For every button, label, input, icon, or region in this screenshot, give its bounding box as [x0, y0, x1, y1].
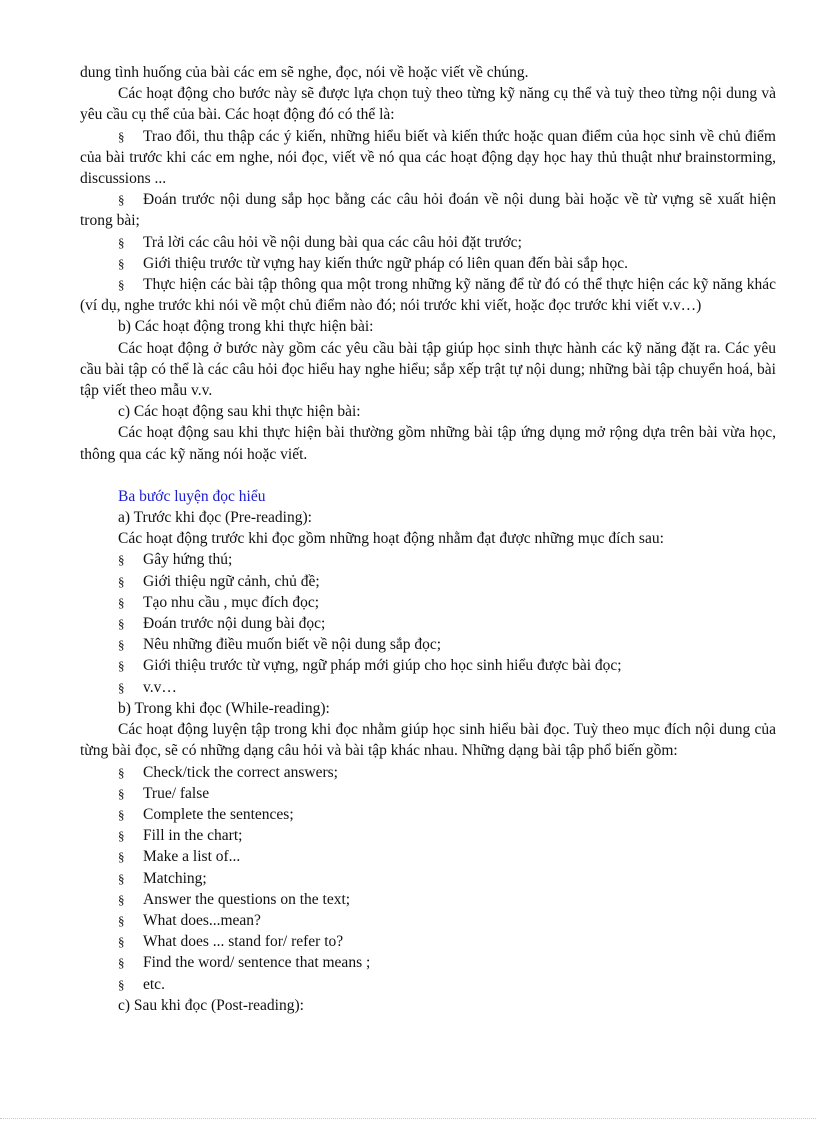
pre-item: § Giới thiệu trước từ vựng, ngữ pháp mới giúp cho học sinh hiểu được bài đọc; — [80, 655, 776, 676]
bullet-icon: § — [118, 277, 125, 293]
bullet-icon: § — [118, 955, 125, 971]
pre-item: § Đoán trước nội dung bài đọc; — [80, 613, 776, 634]
prep-item: § Giới thiệu trước từ vựng hay kiến thức ngữ pháp có liên quan đến bài sắp học. — [80, 253, 776, 274]
pre-item: § Giới thiệu ngữ cảnh, chủ đề; — [80, 571, 776, 592]
bullet-icon: § — [118, 234, 125, 250]
document-body — [80, 62, 776, 1016]
bullet-icon: § — [118, 870, 125, 886]
page-bottom-divider — [0, 1118, 816, 1119]
post-title: c) Sau khi đọc (Post-reading): — [118, 996, 304, 1014]
bullet-icon: § — [118, 679, 125, 695]
prep-intro: Các hoạt động cho bước này sẽ được lựa chọn tuỳ theo từng kỹ năng cụ thể và tuỳ theo từng nội dung và yêu cầu cụ thể của bài. Các hoạt động đó có thể là: — [80, 85, 776, 124]
bullet-icon: § — [118, 637, 125, 653]
while-item: § Matching; — [80, 868, 776, 889]
bullet-icon: § — [118, 128, 125, 144]
bullet-icon: § — [118, 976, 125, 992]
pre-intro: Các hoạt động trước khi đọc gồm những hoạt động nhằm đạt được những mục đích sau: — [118, 530, 664, 548]
prep-item: § Thực hiện các bài tập thông qua một trong những kỹ năng để từ đó có thể thực hiện các kỹ năng khác (ví dụ, nghe trước khi nói về một chủ điểm nào đó; nói trước khi viết, hoặc đọc trước khi viết v.v…) — [80, 276, 776, 315]
bullet-icon: § — [118, 255, 125, 271]
bullet-icon: § — [118, 616, 125, 632]
while-title: b) Trong khi đọc (While-reading): — [118, 699, 330, 717]
while-intro: Các hoạt động luyện tập trong khi đọc nhằm giúp học sinh hiểu bài đọc. Tuỳ theo mục đích nội dung của từng bài đọc, sẽ có những dạng câu hỏi và bài tập khác nhau. Những dạng bài tập phổ biến gồm: — [80, 721, 776, 760]
bullet-icon: § — [118, 192, 125, 208]
pre-item: § Nêu những điều muốn biết về nội dung sắp đọc; — [80, 634, 776, 655]
bullet-icon: § — [118, 573, 125, 589]
after-title: c) Các hoạt động sau khi thực hiện bài: — [118, 403, 361, 421]
while-item: § True/ false — [80, 783, 776, 804]
during-title: b) Các hoạt động trong khi thực hiện bài: — [118, 318, 374, 336]
during-text: Các hoạt động ở bước này gồm các yêu cầu bài tập giúp học sinh thực hành các kỹ năng đặt ra. Các yêu cầu bài tập có thể là các câu hỏi đọc hiểu hay nghe hiểu; sắp xếp trật tự nội dung; những bài tập chuyển hoá, bài tập viết theo mẫu v.v. — [80, 339, 776, 400]
bullet-icon: § — [118, 552, 125, 568]
pre-item: § v.v… — [80, 677, 776, 698]
section-heading: Ba bước luyện đọc hiểu — [118, 487, 266, 505]
bullet-icon: § — [118, 912, 125, 928]
while-item: § Check/tick the correct answers; — [80, 762, 776, 783]
prep-item: § Đoán trước nội dung sắp học bằng các câu hỏi đoán về nội dung bài hoặc về từ vựng sẽ xuất hiện trong bài; — [80, 191, 776, 230]
continuation-line: dung tình huống của bài các em sẽ nghe, đọc, nói về hoặc viết về chúng. — [80, 64, 529, 81]
bullet-icon: § — [118, 764, 125, 780]
after-text: Các hoạt động sau khi thực hiện bài thường gồm những bài tập ứng dụng mở rộng dựa trên bài vừa học, thông qua các kỹ năng nói hoặc viết. — [80, 424, 776, 463]
bullet-icon: § — [118, 785, 125, 801]
bullet-icon: § — [118, 828, 125, 844]
bullet-icon: § — [118, 849, 125, 865]
pre-item: § Gây hứng thú; — [80, 549, 776, 570]
bullet-icon: § — [118, 658, 125, 674]
pre-title: a) Trước khi đọc (Pre-reading): — [118, 509, 312, 527]
bullet-icon: § — [118, 806, 125, 822]
while-item: § What does...mean? — [80, 910, 776, 931]
bullet-icon: § — [118, 934, 125, 950]
while-item: § What does ... stand for/ refer to? — [80, 931, 776, 952]
while-item: § Make a list of... — [80, 846, 776, 867]
prep-item: § Trao đổi, thu thập các ý kiến, những hiểu biết và kiến thức hoặc quan điểm của học sinh về chủ điểm của bài trước khi các em nghe, nói đọc, viết về nó qua các hoạt động dạy học hay thủ thuật như brainstorming, discussions ... — [80, 127, 776, 188]
while-item: § Complete the sentences; — [80, 804, 776, 825]
pre-item: § Tạo nhu cầu , mục đích đọc; — [80, 592, 776, 613]
while-item: § etc. — [80, 974, 776, 995]
while-item: § Answer the questions on the text; — [80, 889, 776, 910]
while-item: § Find the word/ sentence that means ; — [80, 952, 776, 973]
prep-item: § Trả lời các câu hỏi về nội dung bài qua các câu hỏi đặt trước; — [80, 232, 776, 253]
bullet-icon: § — [118, 594, 125, 610]
while-item: § Fill in the chart; — [80, 825, 776, 846]
bullet-icon: § — [118, 891, 125, 907]
